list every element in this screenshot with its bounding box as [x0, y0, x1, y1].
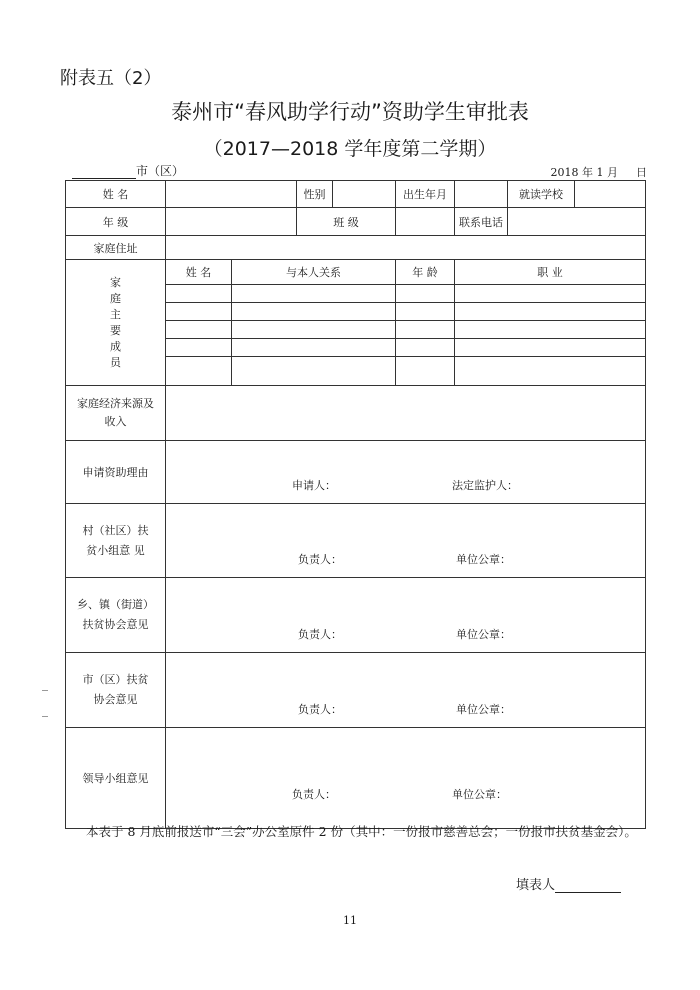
row-basic-1 — [66, 181, 646, 208]
row-village — [66, 504, 646, 578]
filler-blank-field[interactable] — [555, 878, 621, 893]
col-member-name: 姓 名 — [166, 260, 232, 285]
responsible-label: 负责人： — [298, 628, 342, 641]
label-family-members — [66, 260, 166, 386]
family-char: 要 — [110, 323, 121, 337]
label-income: 家庭经济来源及收入 — [66, 386, 166, 441]
family-char: 庭 — [110, 291, 121, 305]
value-gender[interactable] — [333, 181, 396, 208]
label-reason: 申请资助理由 — [66, 441, 166, 504]
margin-mark — [42, 690, 48, 691]
label-phone: 联系电话 — [455, 208, 508, 236]
footnote: 本表于 8 月底前报送市“三会”办公室原件 2 份（其中：一份报市慈善总会；一份报市扶贫基金会）。 — [86, 824, 637, 839]
row-income — [66, 386, 646, 441]
label-school: 就读学校 — [508, 181, 575, 208]
value-village[interactable] — [166, 504, 646, 578]
date-day: 日 — [636, 166, 647, 179]
row-town — [66, 578, 646, 653]
seal-label: 单位公章： — [456, 703, 511, 716]
label-birth: 出生年月 — [396, 181, 455, 208]
row-city — [66, 653, 646, 728]
row-reason — [66, 441, 646, 504]
value-reason[interactable] — [166, 441, 646, 504]
responsible-label: 负责人： — [298, 703, 342, 716]
page-number: 11 — [343, 914, 357, 927]
page-subtitle: （2017—2018 学年度第二学期） — [203, 138, 497, 160]
city-suffix: 市（区） — [136, 164, 185, 178]
family-char: 家 — [110, 275, 121, 289]
seal-label: 单位公章： — [456, 553, 511, 566]
family-char: 成 — [110, 339, 121, 353]
row-address — [66, 236, 646, 260]
filler-label: 填表人 — [516, 878, 556, 893]
value-phone[interactable] — [508, 208, 646, 236]
appendix-label: 附表五（2） — [60, 68, 162, 89]
seal-label: 单位公章： — [452, 788, 507, 801]
row-basic-2 — [66, 208, 646, 236]
row-leader — [66, 728, 646, 829]
value-address[interactable] — [166, 236, 646, 260]
responsible-label: 负责人： — [298, 553, 342, 566]
guardian-label: 法定监护人： — [452, 479, 518, 492]
col-member-relation: 与本人关系 — [232, 260, 396, 285]
label-city: 市（区）扶贫协会意见 — [66, 653, 166, 728]
label-leader: 领导小组意见 — [66, 728, 166, 829]
family-char: 员 — [110, 355, 121, 369]
date-line — [551, 164, 647, 180]
responsible-label: 负责人： — [292, 788, 336, 801]
family-char: 主 — [110, 307, 121, 321]
city-line — [72, 162, 184, 179]
value-income[interactable] — [166, 386, 646, 441]
label-gender: 性别 — [297, 181, 333, 208]
date-prefix: 2018 年 1 月 — [550, 166, 618, 179]
label-class: 班 级 — [297, 208, 396, 236]
label-name: 姓 名 — [66, 181, 166, 208]
value-birth[interactable] — [455, 181, 508, 208]
row-family-header — [66, 260, 646, 285]
label-grade: 年 级 — [66, 208, 166, 236]
col-member-age: 年 龄 — [396, 260, 455, 285]
approval-form-table — [65, 180, 646, 829]
value-class[interactable] — [396, 208, 455, 236]
label-village: 村（社区）扶贫小组意 见 — [66, 504, 166, 578]
margin-mark — [42, 716, 48, 717]
applicant-label: 申请人： — [292, 479, 336, 492]
filler-line — [516, 874, 621, 893]
value-town[interactable] — [166, 578, 646, 653]
col-member-job: 职 业 — [455, 260, 646, 285]
page-title: 泰州市“春风助学行动”资助学生审批表 — [171, 100, 529, 124]
value-school[interactable] — [575, 181, 646, 208]
city-blank-field[interactable] — [72, 166, 136, 179]
label-town: 乡、镇（街道）扶贫协会意见 — [66, 578, 166, 653]
value-name[interactable] — [166, 181, 297, 208]
label-address: 家庭住址 — [66, 236, 166, 260]
value-city[interactable] — [166, 653, 646, 728]
value-grade[interactable] — [166, 208, 297, 236]
value-leader[interactable] — [166, 728, 646, 829]
seal-label: 单位公章： — [456, 628, 511, 641]
